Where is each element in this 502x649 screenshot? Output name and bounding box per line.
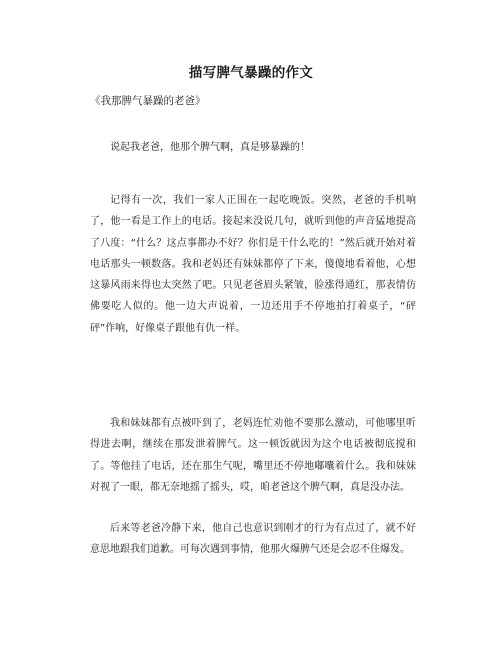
document-subtitle: 《我那脾气暴躁的老爸》 <box>90 95 206 107</box>
paragraph-2: 记得有一次，我们一家人正围在一起吃晚饭。突然，老爸的手机响了，他一看是工作上的电话。接起来没说几句，就听到他的声音猛地提高了八度：“什么？这点事都办不好？你们是干什么吃的！”然后就开始对着电话那头一顿数落。我和老妈还有妹妹都停了下来，傻傻地看着他，心想这暴风雨来得也太突然了吧。只见老爸眉头紧皱，脸涨得通红，那表情仿佛要吃人似的。他一边大声说着，一边还用手不停地拍打着桌子，“砰砰”作响，好像桌子跟他有仇一样。 <box>90 195 416 334</box>
paragraph-3: 我和妹妹都有点被吓到了，老妈连忙劝他不要那么激动，可他哪里听得进去啊，继续在那发泄着脾气。这一顿饭就因为这个电话被彻底搅和了。等他挂了电话，还在那生气呢，嘴里还不停地嘟囔着什么。我和妹妹对视了一眼，都无奈地摇了摇头，哎，咱老爸这个脾气啊，真是没办法。 <box>90 418 416 493</box>
paragraph-4: 后来等老爸冷静下来，他自己也意识到刚才的行为有点过了，就不好意思地跟我们道歉。可每次遇到事情，他那火爆脾气还是会忍不住爆发。 <box>90 523 416 556</box>
paragraph-1: 说起我老爸，他那个脾气啊，真是够暴躁的！ <box>110 142 310 153</box>
document-title: 描写脾气暴躁的作文 <box>188 65 314 81</box>
